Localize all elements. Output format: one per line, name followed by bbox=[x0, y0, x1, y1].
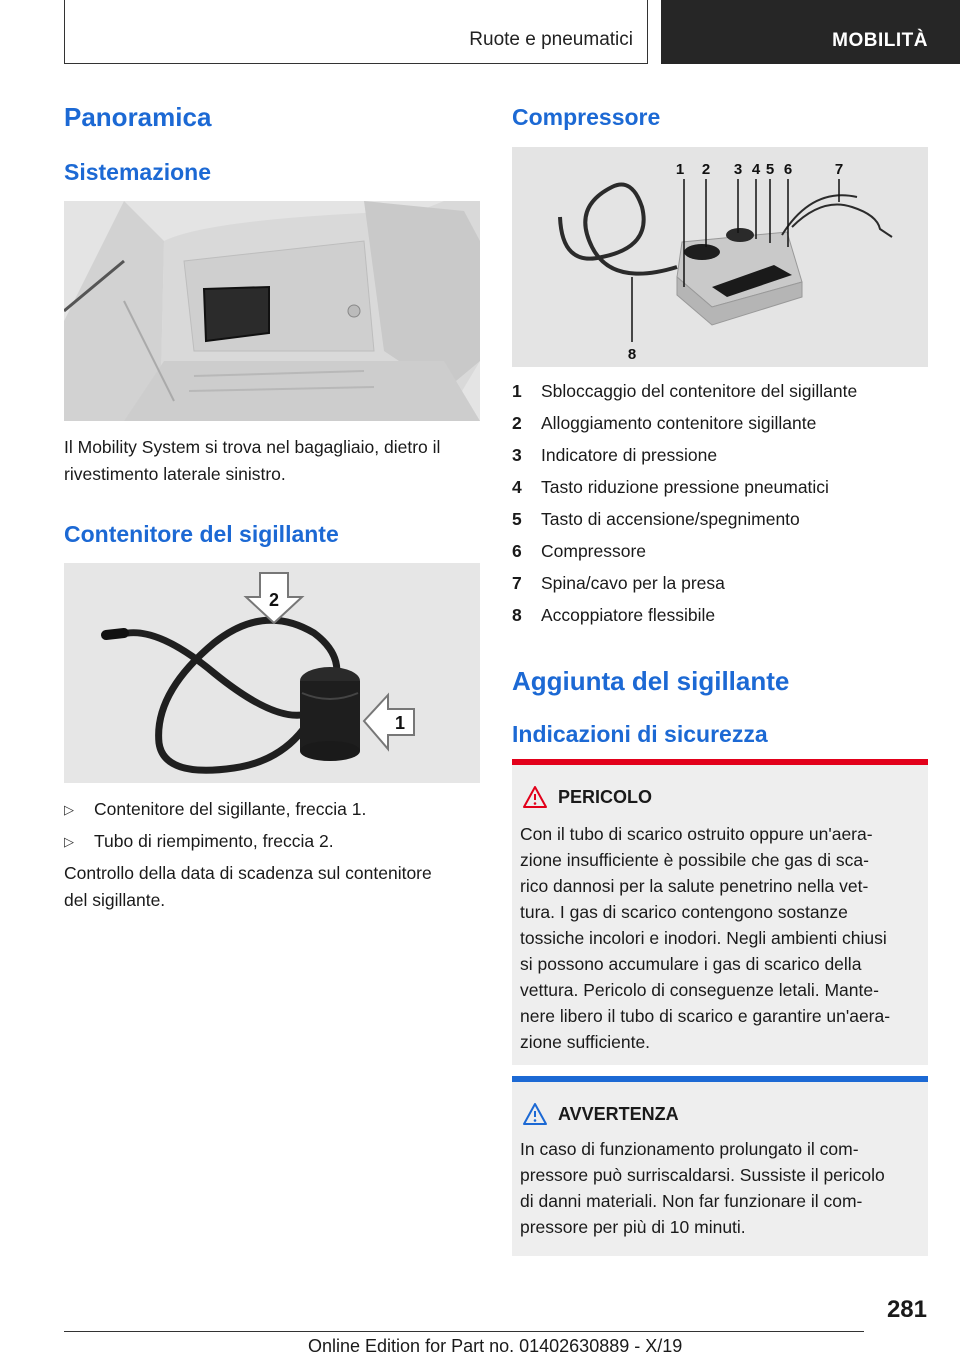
bullet-text-hose: Tubo di riempimento, freccia 2. bbox=[94, 831, 334, 851]
figure-label-1: 1 bbox=[394, 713, 406, 733]
danger-bar bbox=[512, 759, 928, 765]
warning-line: pressore per più di 10 minuti. bbox=[520, 1217, 746, 1237]
header-chapter-title: MOBILITÀ bbox=[832, 30, 928, 51]
warning-triangle-icon bbox=[522, 785, 548, 809]
callout-label-8: 8 bbox=[627, 346, 637, 363]
danger-line: zione insufficiente è possibile che gas di sca- bbox=[520, 850, 869, 870]
figure-label-2: 2 bbox=[268, 590, 280, 610]
legend-text: Compressore bbox=[541, 541, 647, 561]
callout-label-6: 6 bbox=[783, 161, 793, 178]
bullet-text-container: Contenitore del sigillante, freccia 1. bbox=[94, 799, 367, 819]
callout-label-7: 7 bbox=[834, 161, 844, 178]
danger-notice bbox=[512, 759, 928, 1065]
legend-item bbox=[512, 569, 928, 601]
warning-line: pressore può surriscaldarsi. Sussiste il pericolo bbox=[520, 1165, 885, 1185]
danger-line: nere libero il tubo di scarico e garantire un'aera- bbox=[520, 1006, 891, 1026]
danger-line: tossiche incolori e inodori. Negli ambienti chiusi bbox=[520, 928, 887, 948]
callout-label-2: 2 bbox=[701, 161, 711, 178]
bullet-marker-icon: ▷ bbox=[64, 834, 74, 849]
danger-line: rico dannosi per la salute penetrino nella vet- bbox=[520, 876, 869, 896]
legend-item bbox=[512, 537, 928, 569]
legend-num: 5 bbox=[512, 509, 522, 529]
contenitore-line-2: del sigillante. bbox=[64, 890, 166, 910]
warning-body bbox=[520, 1136, 924, 1240]
figure-sealant-container bbox=[64, 563, 480, 783]
legend-text: Accoppiatore flessibile bbox=[541, 605, 716, 625]
page-title-panoramica: Panoramica bbox=[64, 102, 212, 132]
danger-title: PERICOLO bbox=[558, 787, 653, 807]
legend-num: 8 bbox=[512, 605, 522, 625]
warning-title: AVVERTENZA bbox=[558, 1104, 679, 1124]
compressor-legend bbox=[512, 377, 928, 633]
footer-edition: Online Edition for Part no. 01402630889 - X/19 bbox=[308, 1336, 683, 1356]
legend-item bbox=[512, 601, 928, 633]
bullet-marker-icon: ▷ bbox=[64, 802, 74, 817]
legend-text: Tasto riduzione pressione pneumatici bbox=[541, 477, 829, 497]
legend-num: 3 bbox=[512, 445, 522, 465]
figure-compressor bbox=[512, 147, 928, 367]
legend-num: 1 bbox=[512, 381, 522, 401]
sistemazione-line-2: rivestimento laterale sinistro. bbox=[64, 464, 286, 484]
danger-line: si possono accumulare i gas di scarico della bbox=[520, 954, 862, 974]
footer-divider bbox=[64, 1331, 864, 1332]
sistemazione-paragraph bbox=[64, 434, 484, 488]
legend-num: 6 bbox=[512, 541, 522, 561]
danger-body bbox=[520, 821, 924, 1055]
legend-item bbox=[512, 377, 928, 409]
legend-text: Indicatore di pressione bbox=[541, 445, 718, 465]
legend-text: Tasto di accensione/spegnimento bbox=[541, 509, 800, 529]
callout-label-5: 5 bbox=[765, 161, 775, 178]
heading-compressore: Compressore bbox=[512, 104, 661, 130]
heading-sistemazione: Sistemazione bbox=[64, 159, 211, 185]
callout-label-3: 3 bbox=[733, 161, 743, 178]
legend-item bbox=[512, 409, 928, 441]
legend-num: 7 bbox=[512, 573, 522, 593]
heading-aggiunta-sigillante: Aggiunta del sigillante bbox=[512, 666, 790, 696]
warning-bar bbox=[512, 1076, 928, 1082]
callout-label-4: 4 bbox=[751, 161, 761, 178]
header-section-title: Ruote e pneumatici bbox=[469, 29, 633, 50]
legend-item bbox=[512, 473, 928, 505]
header-chapter-tab bbox=[661, 0, 960, 64]
contenitore-paragraph bbox=[64, 860, 484, 914]
figure-trunk bbox=[64, 201, 480, 421]
legend-num: 2 bbox=[512, 413, 522, 433]
legend-text: Spina/cavo per la presa bbox=[541, 573, 725, 593]
heading-contenitore: Contenitore del sigillante bbox=[64, 521, 339, 547]
contenitore-line-1: Controllo della data di scadenza sul contenitore bbox=[64, 863, 432, 883]
legend-item bbox=[512, 441, 928, 473]
danger-line: zione sufficiente. bbox=[520, 1032, 651, 1052]
warning-triangle-icon bbox=[522, 1102, 548, 1126]
page-number: 281 bbox=[886, 1296, 927, 1323]
danger-line: vettura. Pericolo di conseguenze letali. Mante- bbox=[520, 980, 879, 1000]
warning-line: In caso di funzionamento prolungato il com- bbox=[520, 1139, 859, 1159]
legend-num: 4 bbox=[512, 477, 522, 497]
danger-line: tura. I gas di scarico contengono sostanze bbox=[520, 902, 848, 922]
legend-text: Alloggiamento contenitore sigillante bbox=[541, 413, 817, 433]
callout-label-1: 1 bbox=[675, 161, 685, 178]
danger-line: Con il tubo di scarico ostruito oppure un'aera- bbox=[520, 824, 873, 844]
sistemazione-line-1: Il Mobility System si trova nel bagagliaio, dietro il bbox=[64, 437, 441, 457]
warning-line: di danni materiali. Non far funzionare il com- bbox=[520, 1191, 863, 1211]
header-section-tab bbox=[64, 0, 648, 64]
warning-notice bbox=[512, 1076, 928, 1256]
legend-item bbox=[512, 505, 928, 537]
heading-indicazioni-sicurezza: Indicazioni di sicurezza bbox=[512, 721, 768, 747]
legend-text: Sbloccaggio del contenitore del sigillante bbox=[541, 381, 858, 401]
